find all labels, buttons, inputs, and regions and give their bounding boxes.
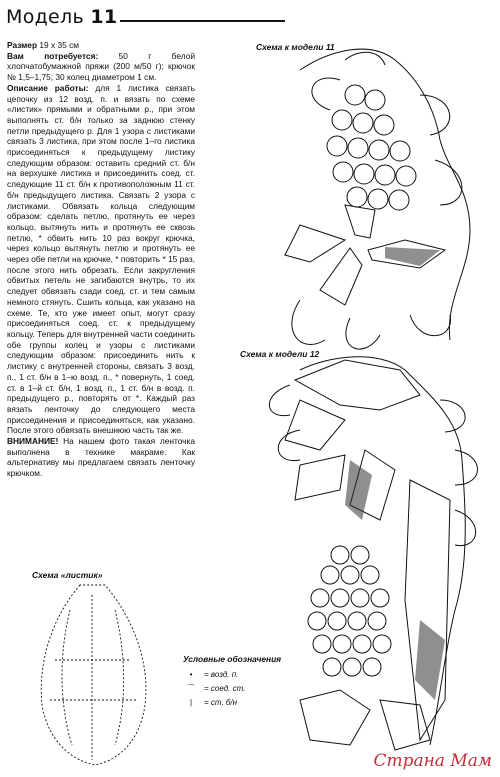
model11-diagram-label: Схема к модели 11	[256, 42, 335, 52]
attention-label: ВНИМАНИЕ!	[7, 436, 59, 447]
size-label: Размер	[7, 40, 38, 50]
title-word: Модель	[6, 6, 84, 28]
work-label: Описание работы:	[7, 82, 89, 93]
page-title	[6, 6, 117, 28]
legend-item	[183, 668, 293, 682]
legend-text: = соед. ст.	[204, 684, 246, 693]
legend-item	[183, 682, 293, 696]
legend-symbol: |	[189, 698, 193, 707]
leaf-diagram-label: Схема «листик»	[32, 570, 103, 580]
work-value: для 1 листика связать цепочку из 12 возд. п. и вязать по схеме «листик» прямыми и обратными р., при этом выполнять ст. б/н только за заднюю стенку петли предыдущего р. Для 1 узора с листиками связать 3 листика, при этом после 1–го листика присоединяться к предыдущему листику следующим образом: оставить средний ст. б/н на верхушке листика и присоединить соед. ст. следующие 11 ст. б/н к противоположным 11 ст. б/н предыдущего листика. Связать 2 узора с листиками. Обвязать кольца следующим образом: сделать петлю, протянуть ее через кольцо, вытянуть нить и протянуть ее сквозь петлю, * обвить нить 10 раз вокруг крючка, через кольцо вытянуть петлю и протянуть ее через обе петли на крючке, * повторить * 15 раз, после этого нить обрезать. Если закругления обвитых петель не загибаются внутрь, то их следует обвязать сзади соед. ст. и тем самым немного стянуть. Сшить кольца, как указано на схеме. Те, кто уже имеет опыт, могут сразу присоединяться соед. ст. к предыдущему кольцу. Теперь для внутренней части соединить обе группы колец и узоры с листиками следующим образом: присоединить нить к листику с внутренней стороны, связать 3 возд. п., 1 ст. б/н в 1–ю возд. п., * повернуть, 1 соед. ст. в 1–й ст. б/н, 1 возд. п., 1 ст. б/н в возд. п. предыдущего р., повторять от *. Каждый раз вязать ленточку до следующего места присоединения и присоединяться, как указано. После этого обвязать внешнюю часть так же.	[7, 82, 195, 436]
legend-text: = возд. п.	[204, 670, 239, 679]
title-number: 11	[90, 6, 118, 28]
title-rule	[120, 20, 285, 22]
attention-value: На нашем фото такая ленточка выполнена в технике макраме. Как альтернативу мы предлагаем связать ленточку крючком.	[7, 436, 195, 479]
legend	[183, 652, 293, 710]
materials-label: Вам потребуется:	[7, 50, 99, 61]
model12-diagram-label: Схема к модели 12	[240, 349, 320, 359]
legend-title: Условные обозначения	[183, 654, 282, 664]
materials-value: 50 г белой хлопчатобумажной пряжи (200 м/50 г); крючок № 1,5–1,75; 30 колец диаметром 1 см.	[7, 50, 195, 83]
legend-symbol: ⌒	[187, 684, 195, 693]
size-value: 19 x 35 см	[39, 40, 79, 50]
watermark: Страна Мам	[373, 751, 492, 771]
legend-text: = ст. б/н	[204, 698, 238, 707]
legend-symbol: •	[189, 670, 193, 679]
description-text	[7, 40, 195, 479]
legend-item	[183, 696, 293, 710]
